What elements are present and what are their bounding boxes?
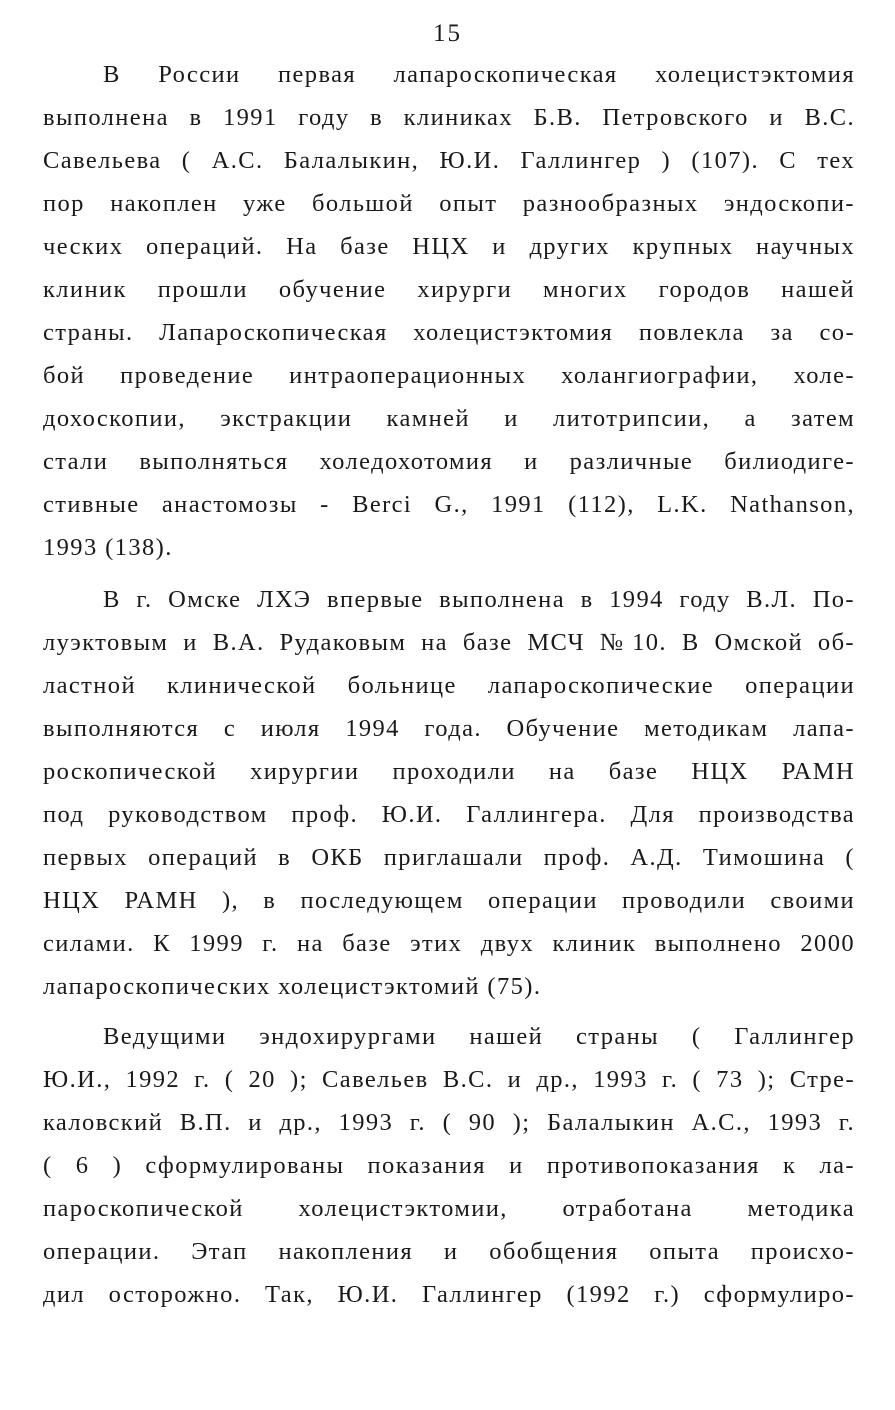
text-line: ( 6 ) сформулированы показания и противопоказания к ла-	[43, 1152, 855, 1179]
text-line: роскопической хирургии проходили на базе НЦХ РАМН	[43, 758, 855, 785]
text-line: Савельева ( А.С. Балалыкин, Ю.И. Галлингер ) (107). С тех	[43, 147, 855, 174]
text-line: Ю.И., 1992 г. ( 20 ); Савельев В.С. и др., 1993 г. ( 73 ); Стре-	[43, 1066, 855, 1093]
text-line: лапароскопических холецистэктомий (75).	[43, 973, 542, 1000]
text-line: В России первая лапароскопическая холецистэктомия	[103, 61, 855, 88]
paragraph-1	[43, 53, 855, 569]
text-line: ческих операций. На базе НЦХ и других крупных научных	[43, 233, 855, 260]
text-line: дил осторожно. Так, Ю.И. Галлингер (1992 г.) сформулиро-	[43, 1281, 855, 1308]
text-line: выполняются с июля 1994 года. Обучение методикам лапа-	[43, 715, 855, 742]
text-line: пароскопической холецистэктомии, отработана методика	[43, 1195, 855, 1222]
page-number: 15	[433, 20, 462, 47]
text-line: клиник прошли обучение хирурги многих городов нашей	[43, 276, 855, 303]
paragraph-3	[43, 1015, 855, 1316]
text-line: стивные анастомозы - Berci G., 1991 (112), L.K. Nathanson,	[43, 491, 855, 518]
text-line: силами. К 1999 г. на базе этих двух клиник выполнено 2000	[43, 930, 855, 957]
text-line: 1993 (138).	[43, 534, 173, 561]
text-line: под руководством проф. Ю.И. Галлингера. Для производства	[43, 801, 855, 828]
text-line: пор накоплен уже большой опыт разнообразных эндоскопи-	[43, 190, 855, 217]
text-line: Ведущими эндохирургами нашей страны ( Галлингер	[103, 1023, 855, 1050]
text-line: выполнена в 1991 году в клиниках Б.В. Петровского и В.С.	[43, 104, 855, 131]
text-line: дохоскопии, экстракции камней и литотрипсии, а затем	[43, 405, 855, 432]
text-line: луэктовым и В.А. Рудаковым на базе МСЧ №10. В Омской об-	[43, 629, 855, 656]
text-line: бой проведение интраоперационных холангиографии, холе-	[43, 362, 855, 389]
text-line: страны. Лапароскопическая холецистэктомия повлекла за со-	[43, 319, 855, 346]
text-line: каловский В.П. и др., 1993 г. ( 90 ); Балалыкин А.С., 1993 г.	[43, 1109, 855, 1136]
text-line: ластной клинической больнице лапароскопические операции	[43, 672, 855, 699]
text-line: первых операций в ОКБ приглашали проф. А.Д. Тимошина (	[43, 844, 855, 871]
text-line: стали выполняться холедохотомия и различные билиодиге-	[43, 448, 855, 475]
text-line: В г. Омске ЛХЭ впервые выполнена в 1994 году В.Л. По-	[103, 586, 855, 613]
paragraph-2	[43, 578, 855, 1008]
text-line: операции. Этап накопления и обобщения опыта происхо-	[43, 1238, 855, 1265]
text-line: НЦХ РАМН ), в последующем операции проводили своими	[43, 887, 855, 914]
